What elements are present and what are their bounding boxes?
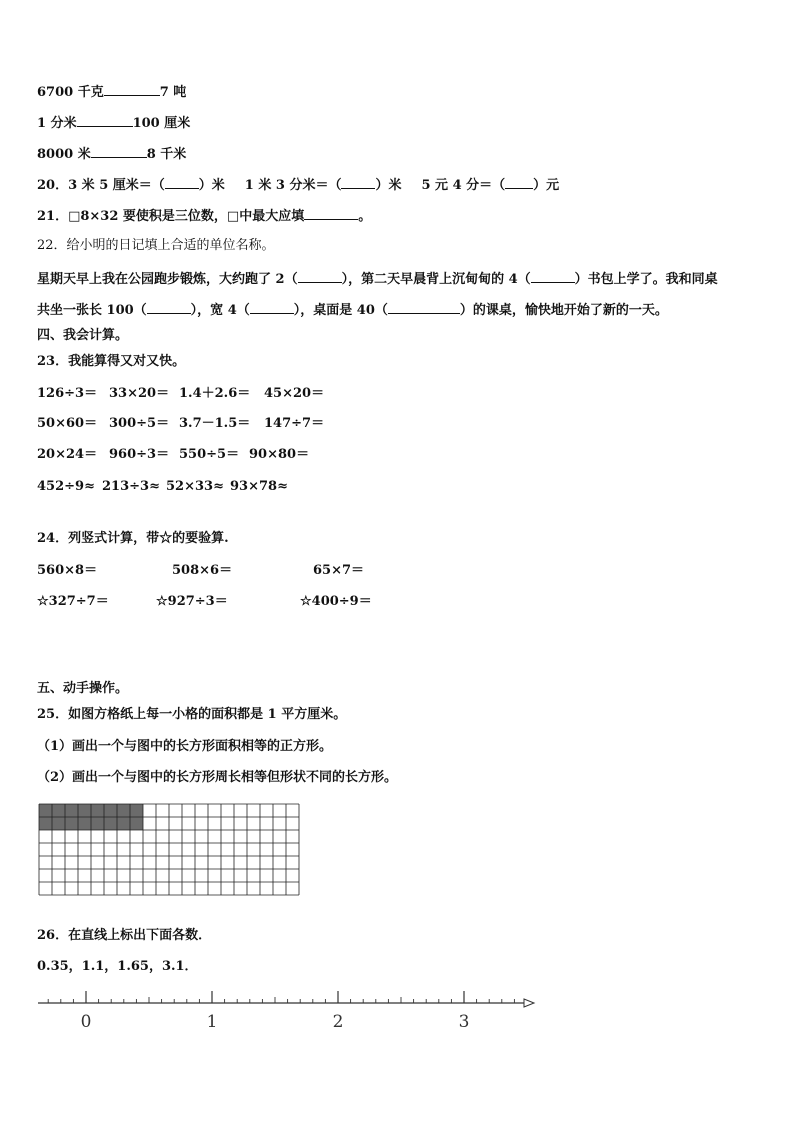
axis-label: 3	[458, 1012, 470, 1032]
axis-label: 0	[80, 1012, 92, 1032]
vertical-calc-item: ☆327÷7＝	[37, 594, 109, 609]
conversion-left: 8000 米	[37, 147, 91, 162]
question-26-title: 26．在直线上标出下面各数．	[37, 928, 212, 943]
calc-item: 50×60＝	[37, 416, 98, 431]
numbers-to-mark: 0.35，1.1，1.65，3.1．	[37, 959, 198, 974]
question-25-part-1: （1）画出一个与图中的长方形面积相等的正方形。	[37, 739, 333, 754]
diary-text: ），宽 4（	[190, 303, 250, 318]
vertical-calc-item: ☆400÷9＝	[300, 594, 372, 609]
calc-item: 213÷3≈	[102, 479, 160, 494]
calc-item: 3.7－1.5＝	[179, 416, 251, 431]
vertical-calc-item: ☆927÷3＝	[156, 594, 228, 609]
answer-blank[interactable]	[165, 175, 199, 189]
question-22-line-2	[37, 300, 668, 320]
answer-blank[interactable]	[77, 113, 133, 127]
conversion-left: 6700 千克	[37, 85, 104, 100]
conversion-row	[37, 144, 186, 164]
vertical-calc-item: 560×8＝	[37, 563, 98, 578]
arrow-icon	[524, 999, 534, 1007]
conversion-right: 7 吨	[159, 85, 187, 100]
question-25-title: 25．如图方格纸上每一小格的面积都是 1 平方厘米。	[37, 707, 347, 722]
diary-text: ）的课桌，愉快地开始了新的一天。	[459, 303, 668, 318]
conversion-right: 100 厘米	[132, 116, 191, 131]
answer-blank[interactable]	[531, 269, 575, 283]
axis-label: 2	[332, 1012, 344, 1032]
calc-item: 550÷5＝	[179, 447, 240, 462]
answer-blank[interactable]	[341, 175, 375, 189]
conversion-left: 1 分米	[37, 116, 77, 131]
axis-label: 1	[206, 1012, 218, 1032]
question-22-title: 22．给小明的日记填上合适的单位名称。	[37, 238, 275, 253]
question-22-line-1	[37, 269, 718, 289]
answer-blank[interactable]	[250, 300, 294, 314]
section-title: 四、我会计算。	[37, 328, 129, 343]
q20-part-a: 3 米 5 厘米＝（	[68, 178, 165, 193]
q20-part-b-unit: ）米	[375, 178, 402, 193]
calc-item: 126÷3＝	[37, 386, 98, 401]
answer-blank[interactable]	[388, 300, 460, 314]
question-23-title: 23．我能算得又对又快。	[37, 354, 186, 369]
calc-item: 45×20＝	[264, 386, 325, 401]
q20-part-c: 5 元 4 分＝（	[421, 178, 506, 193]
conversion-row	[37, 113, 190, 133]
calc-item: 93×78≈	[230, 479, 288, 494]
question-20	[37, 175, 559, 195]
answer-blank[interactable]	[147, 300, 191, 314]
diary-text: 共坐一张长 100（	[37, 303, 147, 318]
diary-text: ），桌面是 40（	[293, 303, 388, 318]
diary-text: 星期天早上我在公园跑步锻炼，大约跑了 2（	[37, 272, 298, 287]
calc-item: 452÷9≈	[37, 479, 95, 494]
answer-blank[interactable]	[298, 269, 342, 283]
vertical-calc-item: 508×6＝	[172, 563, 233, 578]
conversion-right: 8 千米	[146, 147, 187, 162]
question-24-title: 24．列竖式计算，带☆的要验算.	[37, 531, 229, 546]
answer-blank[interactable]	[91, 144, 147, 158]
answer-blank[interactable]	[104, 82, 160, 96]
question-text: 21．□8×32 要使积是三位数，□中最大应填	[37, 209, 305, 224]
calc-item: 1.4＋2.6＝	[179, 386, 251, 401]
question-21	[37, 206, 371, 226]
diary-text: ）书包上学了。我和同桌	[574, 272, 718, 287]
calc-item: 960÷3＝	[109, 447, 170, 462]
calc-item: 300÷5＝	[109, 416, 170, 431]
question-number: 20．	[37, 178, 69, 193]
section-title: 五、动手操作。	[37, 681, 129, 696]
q20-part-c-unit: ）元	[533, 178, 560, 193]
diary-text: ），第二天早晨背上沉甸甸的 4（	[341, 272, 531, 287]
q20-part-a-unit: ）米	[198, 178, 225, 193]
calc-item: 52×33≈	[166, 479, 224, 494]
question-25-part-2: （2）画出一个与图中的长方形周长相等但形状不同的长方形。	[37, 770, 398, 785]
vertical-calc-item: 65×7＝	[313, 563, 365, 578]
q20-part-b: 1 米 3 分米＝（	[244, 178, 342, 193]
calc-item: 90×80＝	[249, 447, 310, 462]
calc-item: 33×20＝	[109, 386, 170, 401]
answer-blank[interactable]	[505, 175, 533, 189]
question-text-end: 。	[358, 209, 372, 224]
calc-item: 20×24＝	[37, 447, 98, 462]
answer-blank[interactable]	[304, 206, 358, 220]
calc-item: 147÷7＝	[264, 416, 325, 431]
square-grid-paper[interactable]	[38, 803, 304, 907]
conversion-row	[37, 82, 186, 102]
number-line[interactable]	[36, 985, 540, 1035]
